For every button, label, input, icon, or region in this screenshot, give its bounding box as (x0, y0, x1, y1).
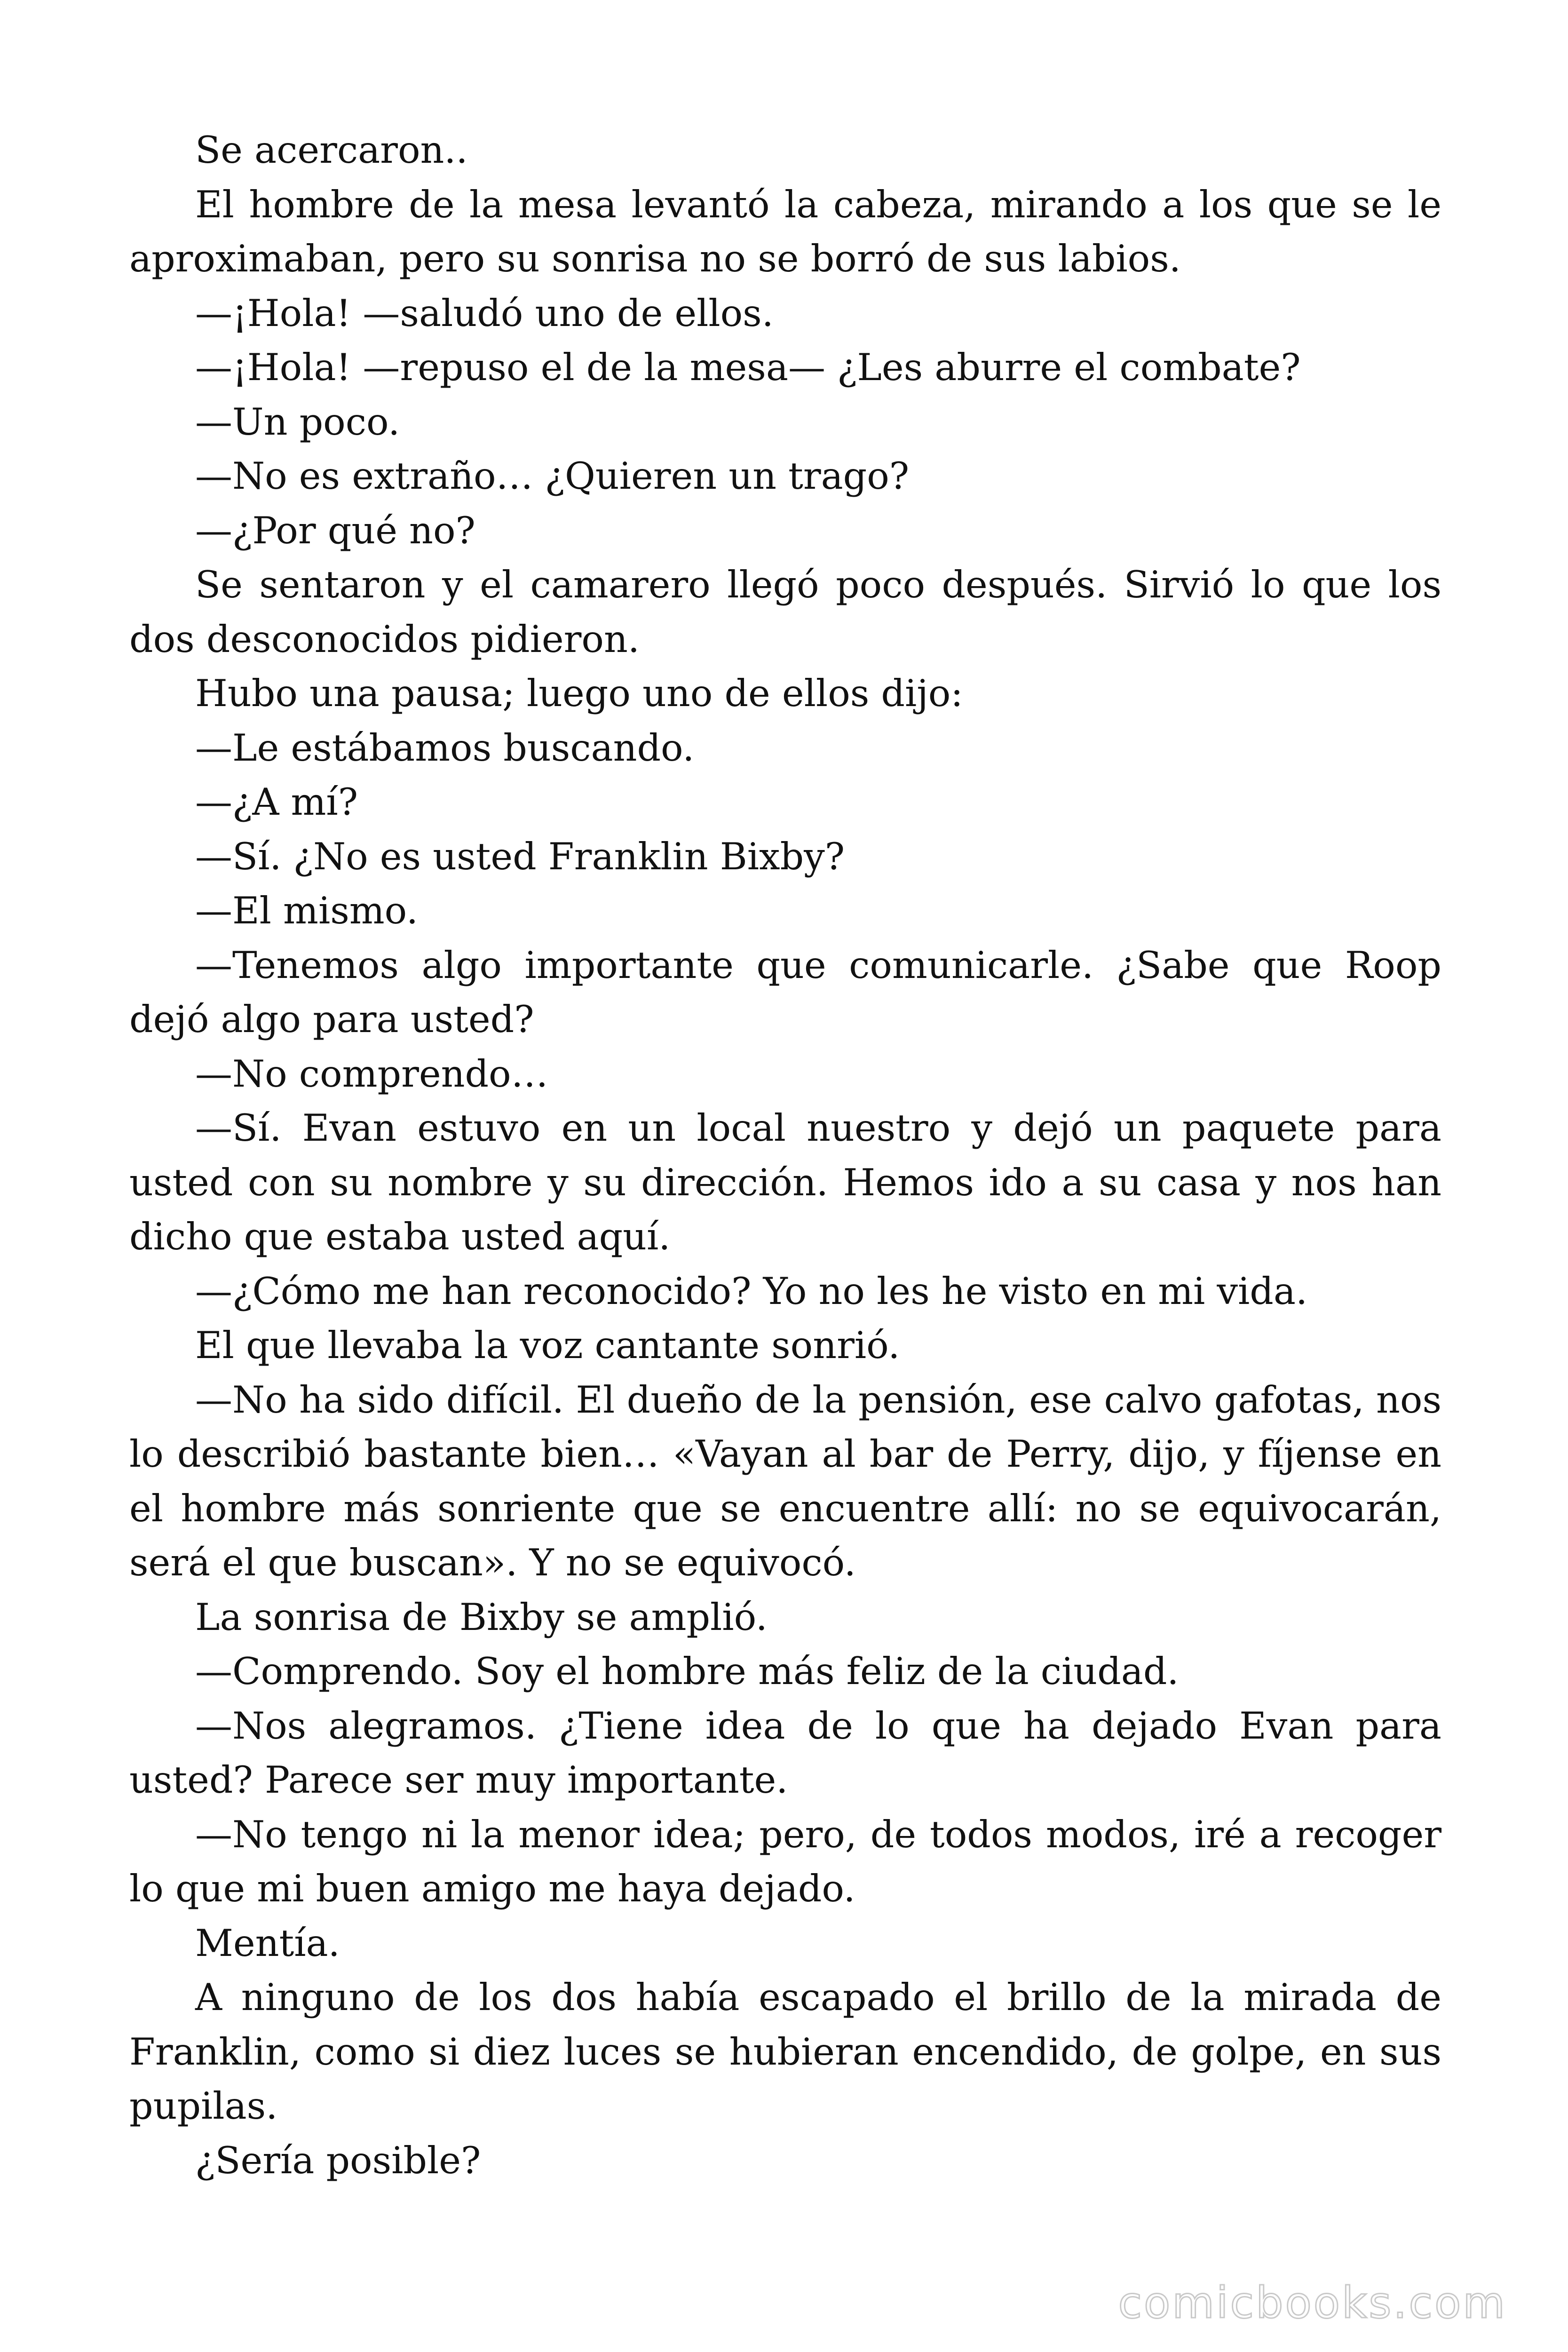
paragraph: Hubo una pausa; luego uno de ellos dijo: (195, 672, 963, 715)
paragraph: —¡Hola! —repuso el de la mesa— ¿Les aburre el combate? (195, 346, 1301, 389)
paragraph: —Le estábamos buscando. (195, 726, 695, 770)
paragraph: —¡Hola! —saludó uno de ellos. (195, 291, 774, 335)
paragraph: —No comprendo… (195, 1052, 548, 1096)
paragraph: —El mismo. (195, 889, 418, 932)
paragraph: —No tengo ni la menor idea; pero, de todos modos, iré a recoger lo que mi buen amigo me haya dejado. (129, 1812, 1441, 1910)
paragraph: —Sí. ¿No es usted Franklin Bixby? (195, 834, 845, 878)
book-page (129, 123, 1441, 2188)
paragraph: —¿Por qué no? (195, 509, 475, 552)
paragraph: —Un poco. (195, 400, 400, 444)
paragraph: Se acercaron.. (195, 128, 468, 172)
paragraph: Se sentaron y el camarero llegó poco después. Sirvió lo que los dos desconocidos pidieron. (129, 563, 1441, 661)
paragraph: —Comprendo. Soy el hombre más feliz de la ciudad. (195, 1650, 1179, 1693)
paragraph: Mentía. (195, 1921, 340, 1965)
paragraph: —Sí. Evan estuvo en un local nuestro y dejó un paquete para usted con su nombre y su dirección. Hemos ido a su casa y nos han dicho que estaba usted aquí. (129, 1106, 1441, 1258)
paragraph: El hombre de la mesa levantó la cabeza, mirando a los que se le aproximaban, pero su sonrisa no se borró de sus labios. (129, 183, 1441, 280)
paragraph: El que llevaba la voz cantante sonrió. (195, 1324, 900, 1367)
paragraph: —No es extraño… ¿Quieren un trago? (195, 454, 910, 498)
paragraph: A ninguno de los dos había escapado el brillo de la mirada de Franklin, como si diez luces se hubieran encendido, de golpe, en sus pupilas. (129, 1976, 1441, 2128)
paragraph: —No ha sido difícil. El dueño de la pensión, ese calvo gafotas, nos lo describió bastante bien… «Vayan al bar de Perry, dijo, y fíjense en el hombre más sonriente que se encuentre allí: no se equivocarán, será el que buscan». Y no se equivocó. (129, 1378, 1441, 1584)
paragraph: —Nos alegramos. ¿Tiene idea de lo que ha dejado Evan para usted? Parece ser muy importante. (129, 1704, 1441, 1802)
paragraph: —Tenemos algo importante que comunicarle. ¿Sabe que Roop dejó algo para usted? (129, 943, 1441, 1041)
paragraph: La sonrisa de Bixby se amplió. (195, 1595, 768, 1639)
paragraph: —¿A mí? (195, 780, 358, 824)
paragraph: ¿Sería posible? (195, 2138, 481, 2182)
paragraph: —¿Cómo me han reconocido? Yo no les he visto en mi vida. (195, 1269, 1308, 1313)
watermark: comicbooks.com (1118, 2278, 1507, 2328)
